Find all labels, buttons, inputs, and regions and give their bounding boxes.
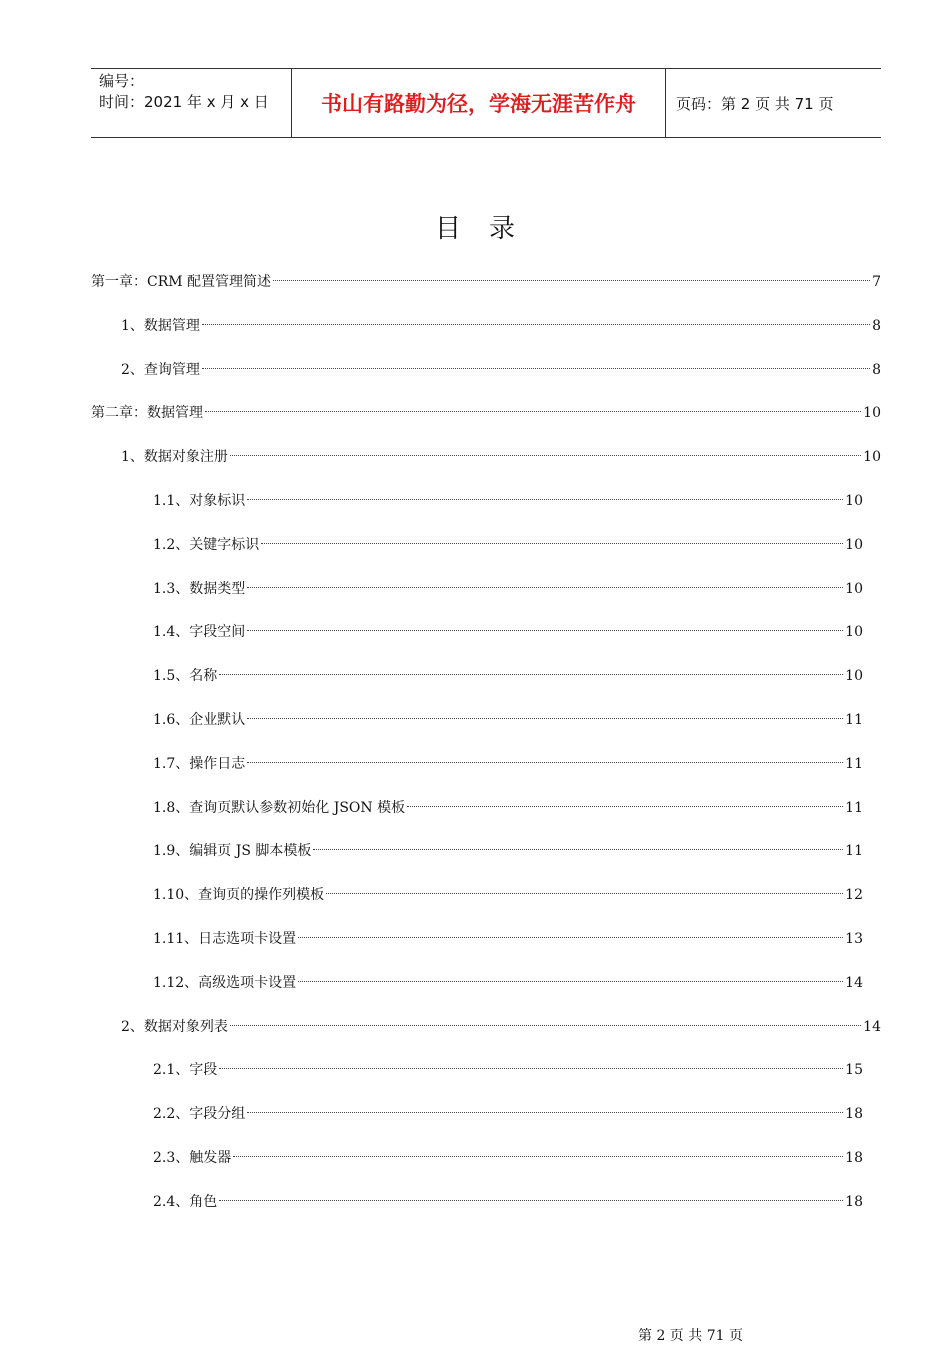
toc-entry[interactable] (121, 358, 881, 382)
toc-entry[interactable] (153, 577, 863, 601)
toc-entry[interactable] (153, 839, 863, 863)
toc-entry[interactable] (153, 927, 863, 951)
toc-leader-dots (247, 718, 843, 719)
toc-entry-title: 2、查询管理 (121, 361, 200, 378)
toc-entry-page: 14 (845, 974, 863, 991)
toc-entry-page: 10 (863, 449, 881, 466)
toc-leader-dots (219, 1200, 843, 1201)
toc-leader-dots (298, 937, 843, 938)
header-motto: 书山有路勤为径，学海无涯苦作舟 (292, 69, 666, 137)
number-label: 编号： (99, 72, 145, 90)
toc-entry-title: 1、数据对象注册 (121, 449, 228, 466)
toc-entry-page: 11 (845, 712, 863, 728)
toc-entry[interactable] (153, 1058, 863, 1082)
toc-entry-title: 1.3、数据类型 (153, 580, 246, 597)
toc-entry[interactable] (153, 796, 863, 820)
toc-entry[interactable] (153, 708, 863, 732)
toc-leader-dots (247, 499, 843, 500)
toc-entry-title: 2.4、角色 (153, 1193, 218, 1210)
toc-leader-dots (202, 324, 870, 325)
toc-entry[interactable] (153, 1190, 863, 1214)
toc-entry[interactable] (153, 883, 863, 907)
header-meta (91, 69, 292, 137)
toc-entry-title: 2.2、字段分组 (153, 1106, 246, 1123)
toc-entry[interactable] (153, 620, 863, 644)
time-label: 时间：2021 年 x 月 x 日 (99, 93, 269, 111)
toc-leader-dots (247, 587, 843, 588)
header-page-label: 页码：第 2 页 共 71 页 (676, 94, 834, 113)
toc-entry[interactable] (91, 401, 881, 425)
toc-entry-page: 15 (845, 1062, 863, 1079)
toc-leader-dots (247, 630, 843, 631)
toc-leader-dots (219, 674, 843, 675)
toc-entry-page: 11 (845, 843, 863, 860)
toc-entry-page: 8 (872, 317, 881, 334)
toc-entry[interactable] (121, 445, 881, 469)
toc-leader-dots (407, 806, 843, 807)
toc-leader-dots (202, 368, 870, 369)
toc-entry-title: 2.1、字段 (153, 1062, 218, 1079)
toc-entry-page: 13 (845, 931, 863, 947)
toc-entry-page: 10 (845, 624, 863, 641)
toc-entry[interactable] (153, 489, 863, 513)
toc-leader-dots (219, 1068, 843, 1069)
toc-entry[interactable] (153, 971, 863, 995)
toc-entry-title: 1.10、查询页的操作列模板 (153, 887, 325, 904)
toc-entry-title: 1.8、查询页默认参数初始化 JSON 模板 (153, 799, 406, 816)
page-header (91, 68, 881, 138)
toc-entry-page: 10 (845, 580, 863, 597)
toc-entry-title: 1.7、操作日志 (153, 755, 246, 772)
toc-leader-dots (247, 762, 843, 763)
toc-leader-dots (313, 849, 843, 850)
toc-entry[interactable] (91, 270, 881, 294)
toc-entry-page: 11 (845, 799, 863, 816)
toc-title: 目录 (434, 214, 543, 244)
toc-entry-title: 第二章：数据管理 (91, 405, 203, 422)
toc-entry[interactable] (153, 664, 863, 688)
toc-entry-title: 1.6、企业默认 (153, 712, 246, 728)
toc-leader-dots (298, 981, 843, 982)
toc-entry[interactable] (153, 533, 863, 557)
toc-leader-dots (230, 455, 861, 456)
toc-leader-dots (233, 1156, 843, 1157)
toc-entry[interactable] (121, 1015, 881, 1039)
toc-entry-page: 18 (845, 1193, 863, 1210)
toc-entry-page: 11 (845, 755, 863, 772)
toc-entry-page: 10 (863, 405, 881, 422)
toc-entry-page: 10 (845, 536, 863, 553)
toc-entry-page: 7 (872, 274, 881, 290)
toc-entry[interactable] (153, 752, 863, 776)
toc-entry-page: 18 (845, 1106, 863, 1123)
toc-entry-title: 1.2、关键字标识 (153, 536, 260, 553)
toc-entry-page: 10 (845, 668, 863, 685)
toc-entry-title: 2、数据对象列表 (121, 1018, 228, 1035)
toc-entry-page: 14 (863, 1018, 881, 1035)
toc-leader-dots (273, 280, 870, 281)
toc-entry-title: 第一章：CRM 配置管理简述 (91, 274, 272, 290)
toc-entry-page: 10 (845, 493, 863, 509)
toc-entry-page: 12 (845, 887, 863, 904)
toc-leader-dots (230, 1025, 861, 1026)
toc-entry[interactable] (153, 1102, 863, 1126)
toc-entry-title: 2.3、触发器 (153, 1150, 232, 1166)
toc-entry-page: 18 (845, 1150, 863, 1166)
toc-leader-dots (326, 893, 843, 894)
toc-entry-title: 1.5、名称 (153, 668, 218, 685)
toc-entry-title: 1.9、编辑页 JS 脚本模板 (153, 843, 312, 860)
toc-entry-title: 1.11、日志选项卡设置 (153, 931, 297, 947)
toc-leader-dots (261, 543, 843, 544)
page-footer: 第 2 页 共 71 页 (638, 1328, 743, 1344)
toc-leader-dots (205, 411, 861, 412)
toc-entry-page: 8 (872, 361, 881, 378)
toc-entry-title: 1.1、对象标识 (153, 493, 246, 509)
toc-entry[interactable] (153, 1146, 863, 1170)
toc-entry-title: 1、数据管理 (121, 317, 200, 334)
toc-entry[interactable] (121, 314, 881, 338)
toc-leader-dots (247, 1112, 843, 1113)
toc-entry-title: 1.4、字段空间 (153, 624, 246, 641)
toc-entry-title: 1.12、高级选项卡设置 (153, 974, 297, 991)
